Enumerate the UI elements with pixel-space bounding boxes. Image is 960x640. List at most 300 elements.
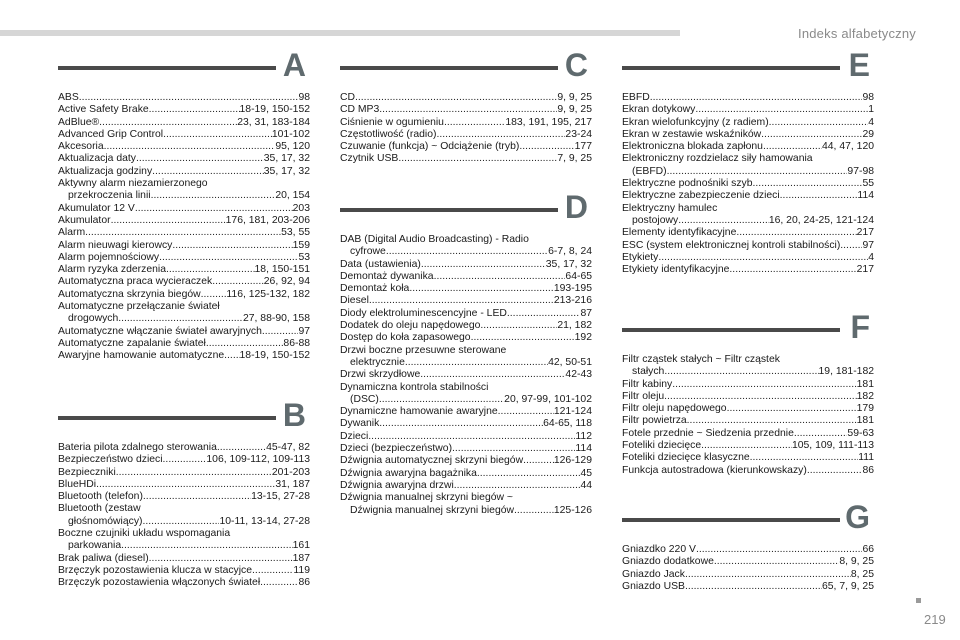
index-entry bbox=[58, 503, 310, 528]
dot-leader bbox=[136, 153, 264, 165]
index-entry bbox=[622, 190, 874, 202]
index-entry bbox=[58, 289, 310, 301]
section-b bbox=[58, 397, 310, 590]
index-entry-row bbox=[622, 227, 874, 239]
index-entry-heading: Elektroniczny rozdzielacz siły hamowania bbox=[622, 153, 813, 165]
index-entry-pages: 119 bbox=[293, 564, 310, 576]
index-entry bbox=[622, 178, 874, 190]
index-entry-pages: 86 bbox=[862, 464, 874, 476]
index-entry-pages: 101-102 bbox=[271, 128, 310, 140]
index-entry-pages: 4 bbox=[868, 116, 874, 128]
dot-leader bbox=[753, 178, 863, 190]
index-entry-heading: Drzwi boczne przesuwne sterowane bbox=[340, 344, 507, 356]
index-entry bbox=[622, 117, 874, 129]
section-rule bbox=[622, 66, 840, 70]
index-entry-row bbox=[622, 403, 874, 415]
index-entry bbox=[622, 428, 874, 440]
index-entry-row bbox=[340, 129, 592, 141]
index-entry-row bbox=[622, 92, 874, 104]
index-entry-row bbox=[622, 190, 874, 202]
index-entry bbox=[58, 264, 310, 276]
dot-leader bbox=[678, 215, 769, 227]
index-entry-pages: 116, 125-132, 182 bbox=[226, 288, 310, 300]
index-entry-text: Alarm bbox=[58, 227, 86, 239]
index-entry-text: Filtr oleju napędowego bbox=[622, 403, 727, 415]
index-entry-text: głośnomówiący) bbox=[68, 515, 143, 527]
index-entry-pages: 16, 20, 24-25, 121-124 bbox=[768, 214, 874, 226]
dot-leader bbox=[159, 252, 298, 264]
index-entries bbox=[340, 234, 592, 517]
index-entry-pages: 217 bbox=[856, 264, 874, 276]
dot-leader bbox=[104, 141, 276, 153]
index-entry bbox=[340, 129, 592, 141]
index-entry-pages: 213-216 bbox=[553, 295, 592, 307]
index-entry bbox=[622, 391, 874, 403]
index-entry-row bbox=[622, 465, 874, 477]
index-entry-text: Alarm nieuwagi kierowcy bbox=[58, 239, 173, 251]
index-entry-text: Funkcja autostradowa (kierunkowskazy) bbox=[622, 464, 807, 476]
index-entry-text: Automatyczne włączanie świateł awaryjnych bbox=[58, 325, 262, 337]
index-entry-row bbox=[622, 366, 874, 378]
index-entry-text: Dzieci bbox=[340, 430, 369, 442]
index-entry bbox=[340, 271, 592, 283]
index-entry-text: EBFD bbox=[622, 92, 650, 103]
dot-leader bbox=[149, 104, 240, 116]
index-entry bbox=[58, 153, 310, 165]
index-entry-text: Elektryczne podnośniki szyb bbox=[622, 178, 753, 190]
index-entry-heading: Aktywny alarm niezamierzonego bbox=[58, 178, 208, 190]
index-entry bbox=[340, 480, 592, 492]
index-entry-pages: 112 bbox=[575, 430, 592, 442]
index-entry-row bbox=[622, 391, 874, 403]
index-entry-text: Gniazdo Jack bbox=[622, 568, 685, 580]
index-entry-pages: 59-63 bbox=[847, 427, 874, 439]
index-entry-row bbox=[340, 141, 592, 153]
section-a bbox=[58, 47, 310, 363]
index-entry-pages: 27, 88-90, 158 bbox=[242, 313, 310, 325]
index-entry-text: Foteliki dziecięce klasyczne bbox=[622, 452, 750, 464]
index-entry-text: Bluetooth (telefon) bbox=[58, 491, 143, 503]
section-letter: C bbox=[564, 47, 588, 83]
dot-leader bbox=[135, 203, 293, 215]
dot-leader bbox=[149, 553, 293, 565]
index-entry-text: Bezpieczniki bbox=[58, 466, 116, 478]
index-entry-pages: 183, 191, 195, 217 bbox=[505, 116, 592, 128]
index-entry-text: Elektroniczna blokada zapłonu bbox=[622, 141, 763, 153]
dot-leader bbox=[477, 468, 581, 480]
index-entry-text: parkowania bbox=[68, 540, 122, 552]
index-entry-row bbox=[58, 540, 310, 552]
index-entry bbox=[58, 528, 310, 553]
index-entry bbox=[622, 264, 874, 276]
dot-leader bbox=[152, 166, 264, 178]
index-entry bbox=[622, 141, 874, 153]
index-entry-row bbox=[622, 581, 874, 593]
index-entry bbox=[622, 544, 874, 556]
index-entry-row bbox=[58, 276, 310, 288]
dot-leader bbox=[163, 129, 272, 141]
index-entry-row bbox=[622, 240, 874, 252]
dot-leader bbox=[224, 350, 239, 362]
index-entry bbox=[340, 104, 592, 116]
index-entry-row bbox=[622, 117, 874, 129]
index-entry-heading: DAB (Digital Audio Broadcasting) - Radio bbox=[340, 234, 529, 245]
section-c bbox=[340, 47, 592, 166]
index-entry-pages: 126-129 bbox=[553, 455, 592, 467]
index-entry-pages: 13-15, 27-28 bbox=[251, 491, 310, 503]
index-entry bbox=[58, 141, 310, 153]
index-entry-heading: Automatyczne przełączanie świateł bbox=[58, 301, 220, 313]
index-entry-pages: 181 bbox=[856, 378, 874, 390]
dot-leader bbox=[172, 240, 292, 252]
index-entry-row bbox=[622, 264, 874, 276]
index-entry-text: Etykiety bbox=[622, 251, 659, 263]
section-rule bbox=[340, 66, 558, 70]
dot-leader bbox=[519, 141, 574, 153]
index-entry-row bbox=[58, 227, 310, 239]
index-entry bbox=[340, 369, 592, 381]
index-entry bbox=[340, 418, 592, 430]
index-entry-text: Akumulator bbox=[58, 214, 111, 226]
dot-leader bbox=[727, 403, 857, 415]
index-entry-row bbox=[58, 553, 310, 565]
index-entry bbox=[58, 565, 310, 577]
index-entry-row bbox=[622, 544, 874, 556]
index-entry-row bbox=[58, 141, 310, 153]
dot-leader bbox=[151, 190, 276, 202]
dot-leader bbox=[454, 480, 581, 492]
index-entry-pages: 18-19, 150-152 bbox=[239, 104, 310, 116]
index-entry bbox=[622, 153, 874, 178]
index-entry-pages: 53 bbox=[298, 251, 310, 263]
index-entry-text: cyfrowe bbox=[350, 246, 386, 258]
dot-leader bbox=[480, 320, 557, 332]
index-entry bbox=[340, 332, 592, 344]
index-entry bbox=[58, 301, 310, 326]
index-entry-text: Automatyczna praca wycieraczek bbox=[58, 276, 213, 288]
index-entry-pages: 45-47, 82 bbox=[266, 442, 310, 453]
dot-leader bbox=[452, 443, 575, 455]
dot-leader bbox=[121, 540, 293, 552]
dot-leader bbox=[355, 92, 557, 104]
dot-leader bbox=[96, 479, 275, 491]
index-entry-pages: 19, 181-182 bbox=[818, 366, 874, 378]
index-entry-pages: 35, 17, 32 bbox=[545, 258, 592, 270]
index-entry bbox=[622, 440, 874, 452]
dot-leader bbox=[498, 406, 554, 418]
index-entry-row bbox=[340, 153, 592, 165]
index-entry-text: Elektryczne zabezpieczenie dzieci bbox=[622, 190, 780, 202]
dot-leader bbox=[701, 440, 792, 452]
index-entry-text: Ekran wielofunkcyjny (z radiem) bbox=[622, 116, 769, 128]
index-entry-text: Foteliki dziecięce bbox=[622, 440, 702, 452]
index-entry-text: Częstotliwość (radio) bbox=[340, 128, 437, 140]
index-entry-row bbox=[622, 569, 874, 581]
index-entry bbox=[340, 468, 592, 480]
index-entry-pages: 7, 9, 25 bbox=[557, 153, 592, 165]
index-entries bbox=[58, 92, 310, 363]
dot-leader bbox=[99, 117, 237, 129]
index-entry-pages: 114 bbox=[857, 190, 874, 202]
index-entry-row bbox=[58, 313, 310, 325]
section-letter: G bbox=[845, 499, 870, 535]
index-entry bbox=[340, 92, 592, 104]
index-entry-row bbox=[58, 252, 310, 264]
index-entry bbox=[58, 117, 310, 129]
index-entry bbox=[340, 345, 592, 370]
index-entry-row bbox=[340, 443, 592, 455]
index-entry-text: Active Safety Brake bbox=[58, 104, 149, 116]
index-entry-row bbox=[58, 516, 310, 528]
index-entry-text: Dywanik bbox=[340, 418, 380, 430]
index-entry-text: Brzęczyk pozostawienia włączonych świateł bbox=[58, 577, 261, 589]
index-entry bbox=[340, 308, 592, 320]
index-entry bbox=[58, 92, 310, 104]
dot-leader bbox=[368, 431, 575, 443]
dot-leader bbox=[736, 227, 856, 239]
index-entry-text: Diody elektroluminescencyjne - LED bbox=[340, 307, 507, 319]
index-entry bbox=[622, 240, 874, 252]
index-entry-row bbox=[340, 369, 592, 381]
index-entry-row bbox=[340, 455, 592, 467]
index-entry-pages: 177 bbox=[574, 141, 592, 153]
index-entry-row bbox=[58, 215, 310, 227]
index-entry-pages: 98 bbox=[862, 92, 874, 103]
dot-leader bbox=[695, 104, 868, 116]
section-header bbox=[622, 47, 874, 92]
index-entry-pages: 45 bbox=[580, 467, 592, 479]
dot-leader bbox=[379, 394, 504, 406]
dot-leader bbox=[260, 577, 298, 589]
index-entries bbox=[622, 354, 874, 477]
index-entry-pages: 64-65, 118 bbox=[543, 418, 592, 430]
index-entry-row bbox=[58, 190, 310, 202]
dot-leader bbox=[405, 357, 548, 369]
index-entry-text: Advanced Grip Control bbox=[58, 128, 164, 140]
index-entry bbox=[58, 467, 310, 479]
dot-leader bbox=[514, 505, 554, 517]
index-entry-text: Aktualizacja godziny bbox=[58, 165, 153, 177]
dot-leader bbox=[386, 246, 548, 258]
dot-leader bbox=[420, 369, 565, 381]
index-entry-text: CD bbox=[340, 92, 356, 103]
index-entry-text: Dynamiczne hamowanie awaryjne bbox=[340, 406, 498, 418]
index-entry-row bbox=[58, 203, 310, 215]
index-entry-pages: 21, 182 bbox=[557, 320, 592, 332]
index-entry bbox=[58, 276, 310, 288]
index-entry bbox=[622, 581, 874, 593]
index-entry bbox=[622, 556, 874, 568]
section-g bbox=[622, 499, 874, 593]
index-entry-row bbox=[58, 153, 310, 165]
index-entry bbox=[58, 350, 310, 362]
index-entry-row bbox=[622, 178, 874, 190]
index-entry-text: Drzwi skrzydłowe bbox=[340, 369, 421, 381]
dot-leader bbox=[379, 418, 543, 430]
index-entry-pages: 97 bbox=[862, 239, 874, 251]
index-entry-text: Filtr oleju bbox=[622, 390, 665, 402]
dot-leader bbox=[436, 129, 565, 141]
section-header bbox=[622, 309, 874, 354]
index-entry-text: Gniazdko 220 V bbox=[622, 544, 696, 555]
index-entry-row bbox=[58, 240, 310, 252]
index-entry bbox=[58, 326, 310, 338]
dot-leader bbox=[369, 295, 554, 307]
dot-leader bbox=[761, 129, 862, 141]
dot-leader bbox=[262, 326, 299, 338]
index-entry-row bbox=[340, 92, 592, 104]
index-entry-text: Demontaż koła bbox=[340, 283, 410, 295]
header-title: Indeks alfabetyczny bbox=[798, 26, 916, 41]
index-entry bbox=[58, 454, 310, 466]
index-entry-text: Dźwignia awaryjna drzwi bbox=[340, 479, 454, 491]
index-entry-row bbox=[58, 166, 310, 178]
index-entry bbox=[340, 283, 592, 295]
index-entry-pages: 44 bbox=[580, 479, 592, 491]
index-entry-text: Bezpieczeństwo dzieci bbox=[58, 454, 163, 466]
index-entry-text: Filtr kabiny bbox=[622, 378, 673, 390]
index-entry-text: Czuwanie (funkcja) ~ Odciążenie (tryb) bbox=[340, 141, 520, 153]
section-rule bbox=[340, 208, 558, 212]
dot-leader bbox=[840, 240, 862, 252]
index-entry-text: Ekran dotykowy bbox=[622, 104, 696, 116]
index-entry-row bbox=[622, 379, 874, 391]
index-entry-text: Dzieci (bezpieczeństwo) bbox=[340, 443, 453, 455]
index-entry-pages: 86-88 bbox=[283, 337, 310, 349]
section-letter: B bbox=[282, 397, 306, 433]
section-rule bbox=[58, 66, 276, 70]
index-entry-heading: Elektryczny hamulec bbox=[622, 202, 718, 214]
index-entry bbox=[58, 240, 310, 252]
section-e bbox=[622, 47, 874, 276]
index-entry-row bbox=[340, 480, 592, 492]
index-entry-text: Filtr powietrza bbox=[622, 415, 687, 427]
index-entry bbox=[622, 569, 874, 581]
dot-leader bbox=[143, 516, 220, 528]
dot-leader bbox=[116, 467, 272, 479]
index-entry-text: elektrycznie bbox=[350, 356, 405, 368]
dot-leader bbox=[664, 366, 818, 378]
section-header bbox=[622, 499, 874, 544]
index-entry-pages: 192 bbox=[574, 332, 592, 344]
index-entry-text: Brzęczyk pozostawienia klucza w stacyjce bbox=[58, 564, 253, 576]
dot-leader bbox=[252, 565, 293, 577]
index-entry-pages: 42, 50-51 bbox=[548, 356, 592, 368]
index-entry-row bbox=[622, 452, 874, 464]
index-entry-text: ESC (system elektronicznej kontroli stabilności) bbox=[622, 239, 841, 251]
dot-leader bbox=[471, 332, 575, 344]
index-entry-row bbox=[622, 440, 874, 452]
index-entry-pages: 66 bbox=[862, 544, 874, 555]
index-entry bbox=[622, 465, 874, 477]
index-entry bbox=[340, 259, 592, 271]
index-entry-row bbox=[622, 141, 874, 153]
index-entry-row bbox=[622, 556, 874, 568]
index-entry-pages: 161 bbox=[292, 540, 310, 552]
index-entry-text: Automatyczne zapalanie świateł bbox=[58, 337, 206, 349]
index-entry-text: Diesel bbox=[340, 295, 369, 307]
index-entry-pages: 201-203 bbox=[271, 466, 310, 478]
dot-leader bbox=[523, 455, 554, 467]
index-entry-row bbox=[622, 415, 874, 427]
index-entry-text: Automatyczna skrzynia biegów bbox=[58, 288, 201, 300]
index-entry-text: postojowy bbox=[632, 214, 679, 226]
index-entry-text: AdBlue® bbox=[58, 116, 100, 128]
dot-leader bbox=[780, 190, 858, 202]
index-entry-text: Brak paliwa (diesel) bbox=[58, 552, 149, 564]
index-entry bbox=[340, 492, 592, 517]
index-entry-text: Elementy identyfikacyjne bbox=[622, 227, 737, 239]
page-number: 219 bbox=[924, 612, 946, 627]
index-entry-row bbox=[58, 326, 310, 338]
index-entry-pages: 121-124 bbox=[553, 406, 592, 418]
dot-leader bbox=[421, 259, 546, 271]
dot-leader bbox=[794, 428, 848, 440]
index-entry-row bbox=[58, 454, 310, 466]
index-entry-pages: 193-195 bbox=[553, 283, 592, 295]
index-entry bbox=[622, 354, 874, 379]
index-entry-pages: 29 bbox=[862, 128, 874, 140]
index-entry bbox=[622, 92, 874, 104]
index-entry-text: Dostęp do koła zapasowego bbox=[340, 332, 471, 344]
index-entry bbox=[58, 577, 310, 589]
dot-leader bbox=[212, 276, 264, 288]
index-entry-row bbox=[58, 350, 310, 362]
index-entry-text: drogowych bbox=[68, 313, 119, 325]
section-header bbox=[340, 189, 592, 234]
index-entry-text: Data (ustawienia) bbox=[340, 258, 421, 270]
dot-leader bbox=[143, 491, 251, 503]
index-entries bbox=[622, 92, 874, 276]
dot-leader bbox=[201, 289, 227, 301]
index-entry-row bbox=[340, 104, 592, 116]
index-entry bbox=[58, 166, 310, 178]
dot-leader bbox=[664, 391, 857, 403]
section-header bbox=[340, 47, 592, 92]
index-entries bbox=[622, 544, 874, 593]
dot-leader bbox=[444, 117, 505, 129]
dot-leader bbox=[398, 153, 557, 165]
index-entry-heading: Bluetooth (zestaw bbox=[58, 503, 141, 515]
index-entry-row bbox=[340, 332, 592, 344]
section-letter: E bbox=[848, 47, 870, 83]
index-entry-heading: Dźwignia manualnej skrzyni biegów ~ bbox=[340, 492, 513, 504]
index-entry bbox=[58, 178, 310, 203]
index-entry-pages: 31, 187 bbox=[275, 478, 310, 490]
index-entry-pages: 97-98 bbox=[847, 165, 874, 177]
index-entry bbox=[622, 252, 874, 264]
index-entry-pages: 55 bbox=[862, 178, 874, 190]
dot-leader bbox=[658, 252, 868, 264]
index-entry-pages: 181 bbox=[856, 415, 874, 427]
dot-leader bbox=[685, 581, 822, 593]
dot-leader bbox=[206, 338, 284, 350]
index-entry-row bbox=[340, 246, 592, 258]
index-entry-text: Alarm ryzyka zderzenia bbox=[58, 264, 166, 276]
index-entry-pages: 98 bbox=[298, 92, 310, 103]
index-entry-row bbox=[58, 491, 310, 503]
index-entry-pages: 53, 55 bbox=[281, 227, 310, 239]
index-entry-text: Aktualizacja daty bbox=[58, 153, 136, 165]
index-entry-heading: Boczne czujniki układu wspomagania bbox=[58, 528, 231, 540]
section-letter: F bbox=[850, 309, 870, 345]
index-entry-row bbox=[622, 129, 874, 141]
index-entries bbox=[58, 442, 310, 590]
index-entry-row bbox=[58, 264, 310, 276]
index-entry-text: Czytnik USB bbox=[340, 153, 399, 165]
index-entry bbox=[58, 203, 310, 215]
index-entry bbox=[340, 431, 592, 443]
